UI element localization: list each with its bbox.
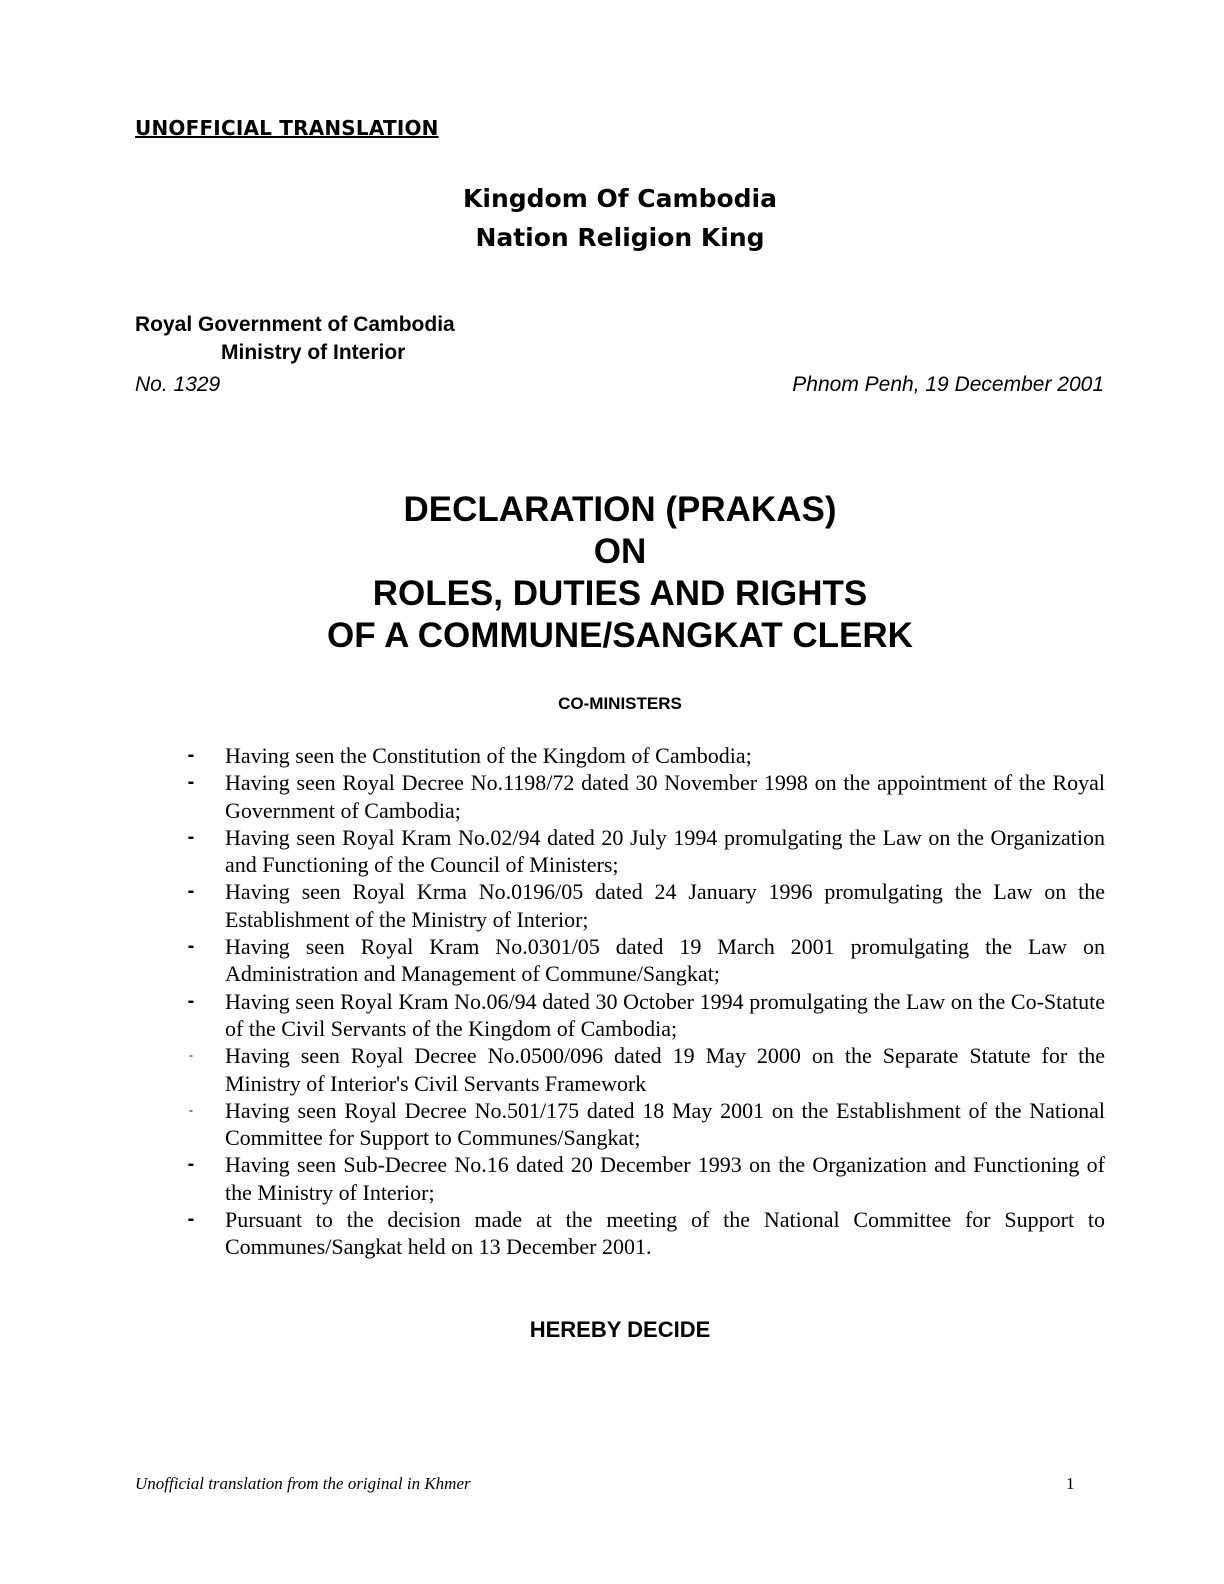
list-item-text: Having seen Royal Kram No.06/94 dated 30 October 1994 promulgating the Law on the Co-Statute of the Civil Servants of the Kingdom of Cambodia; xyxy=(225,988,1105,1041)
document-title xyxy=(0,489,1224,657)
bullet-marker: - xyxy=(187,744,195,766)
place-date: Phnom Penh, 19 December 2001 xyxy=(792,373,1104,396)
document-number: No. 1329 xyxy=(135,373,221,396)
list-item xyxy=(185,1151,1105,1206)
list-item xyxy=(185,742,1105,769)
ministry-name: Ministry of Interior xyxy=(221,341,406,364)
bullet-marker: - xyxy=(189,1048,193,1063)
title-line-4: OF A COMMUNE/SANGKAT CLERK xyxy=(327,616,913,655)
footer-note: Unofficial translation from the original in Khmer xyxy=(135,1474,471,1493)
kingdom-line-1: Kingdom Of Cambodia xyxy=(463,184,777,213)
bullet-marker: - xyxy=(187,1153,195,1176)
bullet-marker: - xyxy=(187,880,195,903)
unofficial-translation-label: UNOFFICIAL TRANSLATION xyxy=(135,116,439,140)
list-item-text: Having seen Royal Krma No.0196/05 dated 24 January 1996 promulgating the Law on the Establishment of the Ministry of Interior; xyxy=(225,879,1105,932)
title-line-2: ON xyxy=(593,532,647,571)
list-item-text: Having seen Royal Decree No.1198/72 dated 30 November 1998 on the appointment of the Royal Government of Cambodia; xyxy=(225,770,1105,823)
list-item xyxy=(185,824,1105,879)
bullet-marker: - xyxy=(187,771,195,794)
list-item xyxy=(185,769,1105,824)
list-item xyxy=(185,988,1105,1043)
page-number: 1 xyxy=(1066,1474,1075,1493)
list-item xyxy=(185,933,1105,988)
list-item-text: Having seen Royal Kram No.0301/05 dated 19 March 2001 promulgating the Law on Administration and Management of Commune/Sangkat; xyxy=(225,934,1105,987)
kingdom-line-2: Nation Religion King xyxy=(475,223,765,252)
list-item xyxy=(185,1097,1105,1152)
hereby-decide-heading: HEREBY DECIDE xyxy=(529,1317,711,1342)
list-item-text: Having seen the Constitution of the Kingdom of Cambodia; xyxy=(225,743,752,768)
title-line-1: DECLARATION (PRAKAS) xyxy=(403,490,837,529)
co-ministers-heading: CO-MINISTERS xyxy=(558,694,682,713)
bullet-marker: - xyxy=(187,989,195,1012)
list-item-text: Having seen Sub-Decree No.16 dated 20 December 1993 on the Organization and Functioning of the Ministry of Interior; xyxy=(225,1152,1105,1205)
list-item-text: Having seen Royal Kram No.02/94 dated 20 July 1994 promulgating the Law on the Organization and Functioning of the Council of Ministers; xyxy=(225,824,1105,878)
issuer-block xyxy=(135,311,455,367)
government-name: Royal Government of Cambodia xyxy=(135,313,455,336)
list-item-text: Having seen Royal Decree No.0500/096 dated 19 May 2000 on the Separate Statute for the Ministry of Interior's Civil Servants Framework xyxy=(225,1043,1105,1096)
bullet-marker: - xyxy=(187,935,195,958)
preamble-list xyxy=(185,742,1105,1261)
bullet-marker: - xyxy=(189,1102,193,1117)
list-item xyxy=(185,878,1105,933)
list-item-text: Pursuant to the decision made at the meeting of the National Committee for Support to Communes/Sangkat held on 13 December 2001. xyxy=(225,1207,1105,1260)
bullet-marker: - xyxy=(187,825,195,848)
list-item xyxy=(185,1042,1105,1097)
list-item xyxy=(185,1206,1105,1261)
list-item-text: Having seen Royal Decree No.501/175 dated 18 May 2001 on the Establishment of the National Committee for Support to Communes/Sangkat; xyxy=(225,1097,1105,1151)
title-line-3: ROLES, DUTIES AND RIGHTS xyxy=(372,574,868,613)
bullet-marker: - xyxy=(187,1208,195,1231)
